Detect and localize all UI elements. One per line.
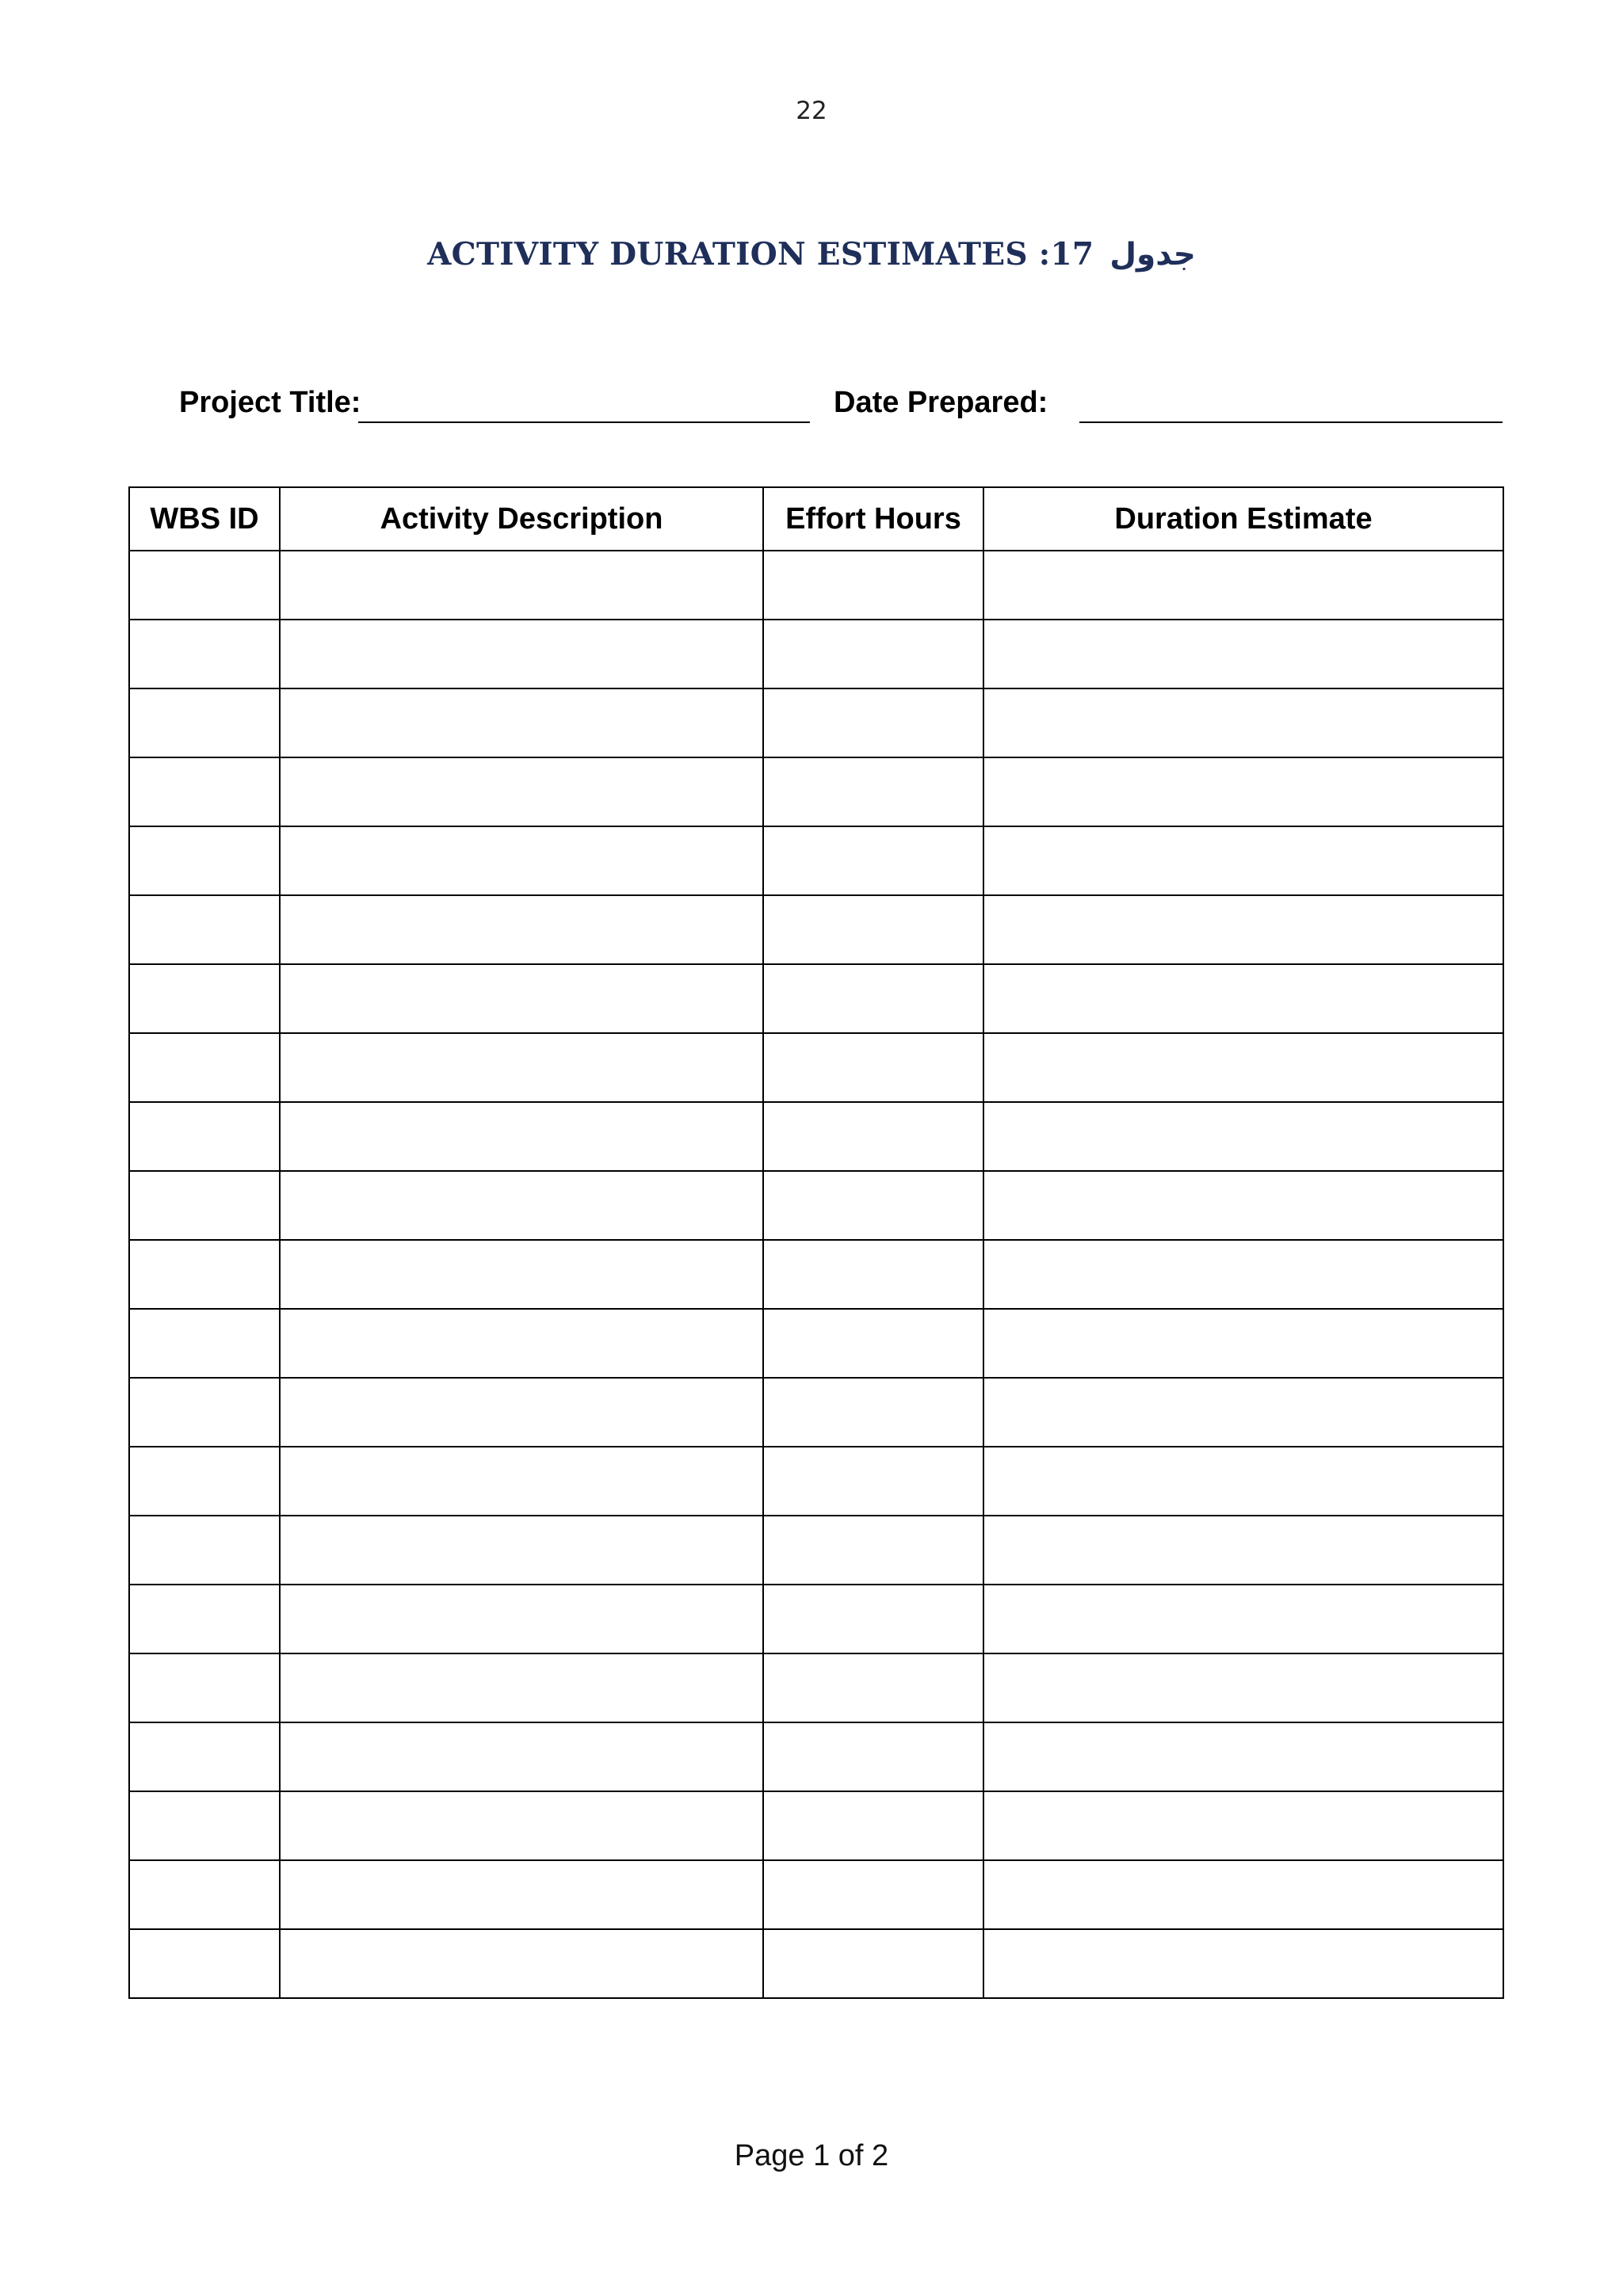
- table-row: [129, 1516, 1503, 1585]
- activity-description-cell[interactable]: [280, 1033, 763, 1102]
- table-row: [129, 1378, 1503, 1447]
- table-row: [129, 688, 1503, 757]
- duration-estimate-cell[interactable]: [983, 1722, 1503, 1791]
- wbs-id-cell[interactable]: [129, 1791, 280, 1860]
- activity-description-cell[interactable]: [280, 895, 763, 964]
- wbs-id-cell[interactable]: [129, 551, 280, 620]
- wbs-id-cell[interactable]: [129, 1860, 280, 1929]
- table-row: [129, 1791, 1503, 1860]
- effort-hours-cell[interactable]: [763, 1585, 983, 1653]
- project-title-field[interactable]: [358, 421, 810, 423]
- duration-estimate-cell[interactable]: [983, 1516, 1503, 1585]
- effort-hours-cell[interactable]: [763, 1171, 983, 1240]
- activity-description-cell[interactable]: [280, 1240, 763, 1309]
- wbs-id-cell[interactable]: [129, 1240, 280, 1309]
- activity-description-cell[interactable]: [280, 1378, 763, 1447]
- activity-description-cell[interactable]: [280, 1171, 763, 1240]
- column-header-effort-hours: Effort Hours: [763, 487, 983, 551]
- project-title-label: Project Title:: [179, 386, 361, 419]
- effort-hours-cell[interactable]: [763, 757, 983, 826]
- table-row: [129, 1240, 1503, 1309]
- effort-hours-cell[interactable]: [763, 1447, 983, 1516]
- activity-description-cell[interactable]: [280, 757, 763, 826]
- activity-description-cell[interactable]: [280, 620, 763, 688]
- effort-hours-cell[interactable]: [763, 1102, 983, 1171]
- table-row: [129, 620, 1503, 688]
- table-header-row: [129, 487, 1503, 551]
- duration-estimate-cell[interactable]: [983, 826, 1503, 895]
- duration-estimate-cell[interactable]: [983, 895, 1503, 964]
- duration-estimate-cell[interactable]: [983, 1653, 1503, 1722]
- table-row: [129, 1447, 1503, 1516]
- effort-hours-cell[interactable]: [763, 1860, 983, 1929]
- effort-hours-cell[interactable]: [763, 1653, 983, 1722]
- activity-description-cell[interactable]: [280, 1585, 763, 1653]
- effort-hours-cell[interactable]: [763, 1309, 983, 1378]
- wbs-id-cell[interactable]: [129, 1722, 280, 1791]
- table-body: [129, 551, 1503, 1998]
- page-footer: Page 1 of 2: [734, 2139, 889, 2172]
- effort-hours-cell[interactable]: [763, 826, 983, 895]
- form-title-english: ACTIVITY DURATION ESTIMATES :17: [427, 236, 1094, 273]
- effort-hours-cell[interactable]: [763, 1929, 983, 1998]
- wbs-id-cell[interactable]: [129, 1653, 280, 1722]
- table-row: [129, 1722, 1503, 1791]
- table-row: [129, 1653, 1503, 1722]
- duration-estimate-cell[interactable]: [983, 551, 1503, 620]
- duration-estimate-cell[interactable]: [983, 1860, 1503, 1929]
- activity-duration-table: [128, 486, 1504, 1999]
- wbs-id-cell[interactable]: [129, 620, 280, 688]
- wbs-id-cell[interactable]: [129, 1171, 280, 1240]
- wbs-id-cell[interactable]: [129, 1929, 280, 1998]
- duration-estimate-cell[interactable]: [983, 1240, 1503, 1309]
- duration-estimate-cell[interactable]: [983, 1033, 1503, 1102]
- effort-hours-cell[interactable]: [763, 964, 983, 1033]
- activity-description-cell[interactable]: [280, 1929, 763, 1998]
- form-title: [0, 236, 1623, 273]
- page-number: 22: [796, 97, 827, 125]
- effort-hours-cell[interactable]: [763, 1033, 983, 1102]
- duration-estimate-cell[interactable]: [983, 1929, 1503, 1998]
- duration-estimate-cell[interactable]: [983, 1447, 1503, 1516]
- effort-hours-cell[interactable]: [763, 895, 983, 964]
- wbs-id-cell[interactable]: [129, 895, 280, 964]
- effort-hours-cell[interactable]: [763, 688, 983, 757]
- activity-description-cell[interactable]: [280, 1653, 763, 1722]
- duration-estimate-cell[interactable]: [983, 1791, 1503, 1860]
- activity-description-cell[interactable]: [280, 1309, 763, 1378]
- wbs-id-cell[interactable]: [129, 826, 280, 895]
- table-row: [129, 964, 1503, 1033]
- duration-estimate-cell[interactable]: [983, 688, 1503, 757]
- duration-estimate-cell[interactable]: [983, 1171, 1503, 1240]
- column-header-wbs-id: WBS ID: [129, 487, 280, 551]
- duration-estimate-cell[interactable]: [983, 1585, 1503, 1653]
- table-row: [129, 1309, 1503, 1378]
- wbs-id-cell[interactable]: [129, 1585, 280, 1653]
- activity-description-cell[interactable]: [280, 964, 763, 1033]
- wbs-id-cell[interactable]: [129, 757, 280, 826]
- wbs-id-cell[interactable]: [129, 1516, 280, 1585]
- wbs-id-cell[interactable]: [129, 1102, 280, 1171]
- wbs-id-cell[interactable]: [129, 1033, 280, 1102]
- table-row: [129, 1585, 1503, 1653]
- table-row: [129, 1102, 1503, 1171]
- activity-description-cell[interactable]: [280, 1791, 763, 1860]
- table-row: [129, 551, 1503, 620]
- duration-estimate-cell[interactable]: [983, 757, 1503, 826]
- table-row: [129, 826, 1503, 895]
- activity-description-cell[interactable]: [280, 688, 763, 757]
- date-prepared-label: Date Prepared:: [834, 386, 1048, 419]
- effort-hours-cell[interactable]: [763, 1722, 983, 1791]
- wbs-id-cell[interactable]: [129, 688, 280, 757]
- wbs-id-cell[interactable]: [129, 1378, 280, 1447]
- wbs-id-cell[interactable]: [129, 1447, 280, 1516]
- duration-estimate-cell[interactable]: [983, 1102, 1503, 1171]
- table-row: [129, 895, 1503, 964]
- duration-estimate-cell[interactable]: [983, 1378, 1503, 1447]
- activity-description-cell[interactable]: [280, 1516, 763, 1585]
- effort-hours-cell[interactable]: [763, 1378, 983, 1447]
- activity-description-cell[interactable]: [280, 551, 763, 620]
- activity-description-cell[interactable]: [280, 1860, 763, 1929]
- effort-hours-cell[interactable]: [763, 1516, 983, 1585]
- activity-description-cell[interactable]: [280, 1447, 763, 1516]
- table-row: [129, 1929, 1503, 1998]
- duration-estimate-cell[interactable]: [983, 964, 1503, 1033]
- duration-estimate-cell[interactable]: [983, 1309, 1503, 1378]
- effort-hours-cell[interactable]: [763, 551, 983, 620]
- activity-description-cell[interactable]: [280, 1102, 763, 1171]
- activity-description-cell[interactable]: [280, 1722, 763, 1791]
- effort-hours-cell[interactable]: [763, 620, 983, 688]
- form-title-arabic: جدول: [1109, 237, 1196, 273]
- wbs-id-cell[interactable]: [129, 1309, 280, 1378]
- column-header-duration-estimate: Duration Estimate: [983, 487, 1503, 551]
- table-row: [129, 1171, 1503, 1240]
- table-row: [129, 1860, 1503, 1929]
- activity-description-cell[interactable]: [280, 826, 763, 895]
- date-prepared-field[interactable]: [1079, 421, 1503, 423]
- wbs-id-cell[interactable]: [129, 964, 280, 1033]
- duration-estimate-cell[interactable]: [983, 620, 1503, 688]
- table-row: [129, 1033, 1503, 1102]
- effort-hours-cell[interactable]: [763, 1240, 983, 1309]
- table-row: [129, 757, 1503, 826]
- effort-hours-cell[interactable]: [763, 1791, 983, 1860]
- column-header-activity-description: Activity Description: [280, 487, 763, 551]
